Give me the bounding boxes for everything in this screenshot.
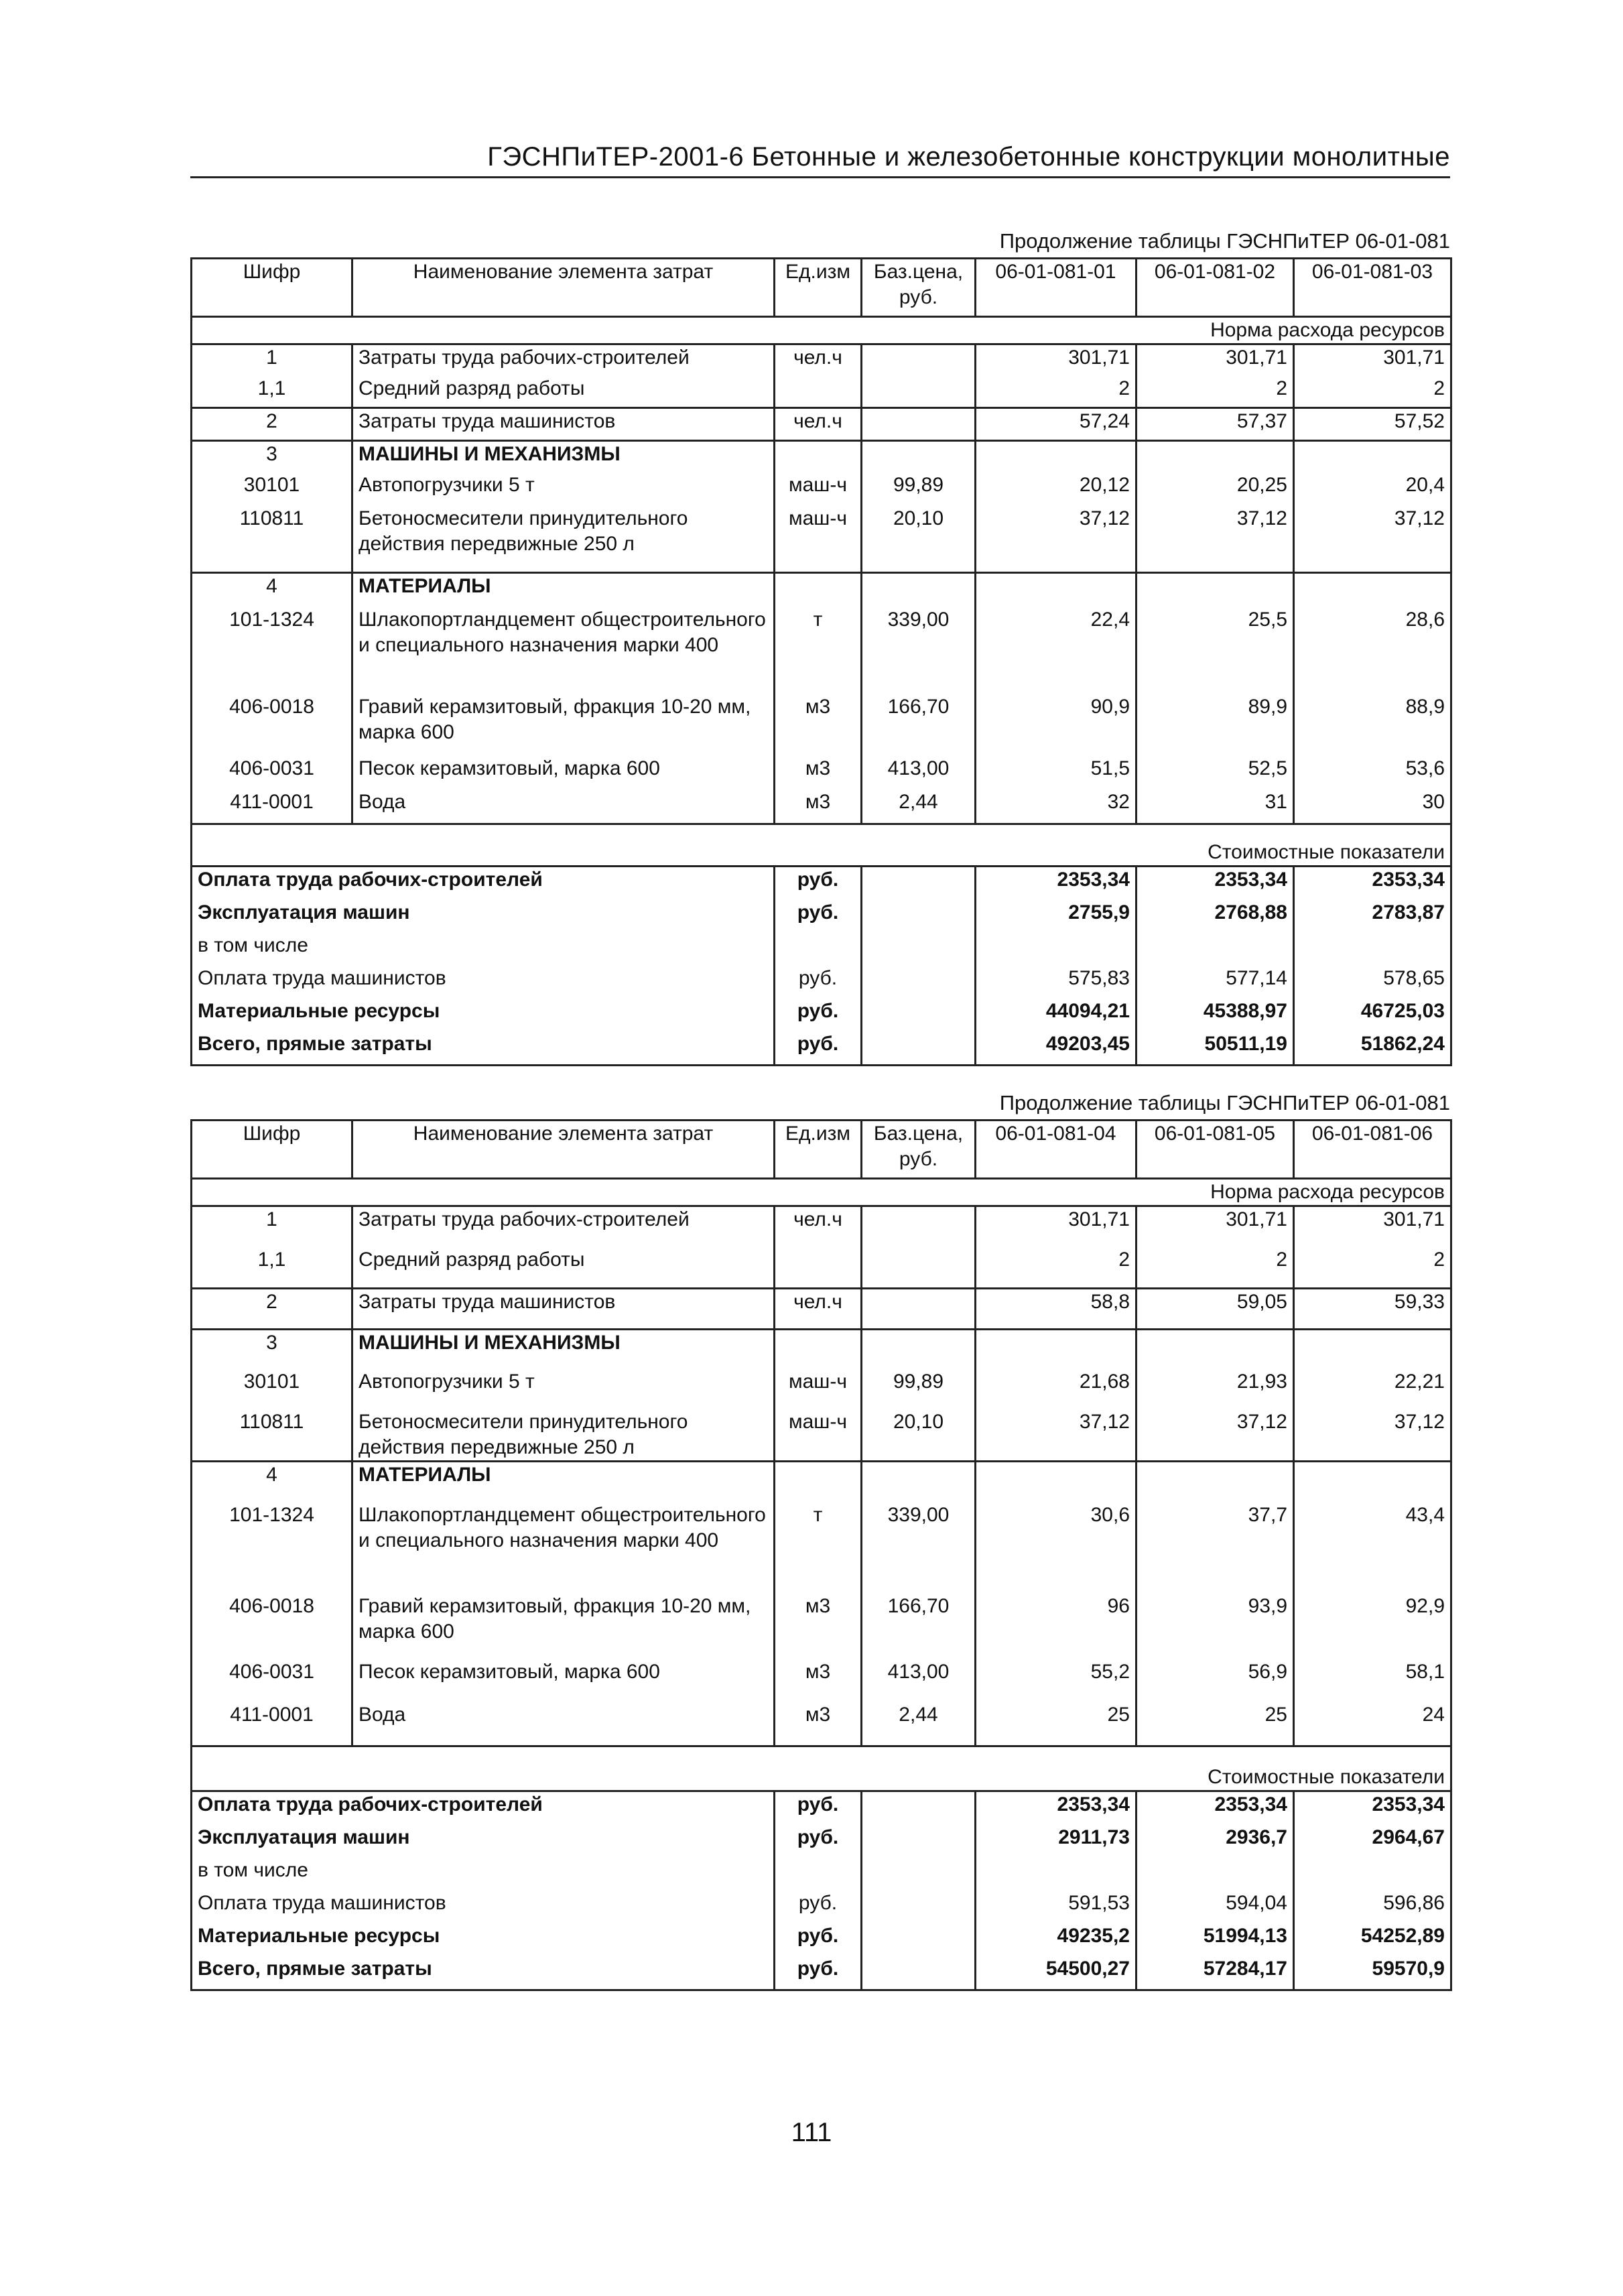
- row-unit: чел.ч: [775, 1206, 862, 1248]
- row-unit: чел.ч: [775, 344, 862, 377]
- cost-value-2: 594,04: [1137, 1891, 1294, 1923]
- cost-value-2: 2353,34: [1137, 1791, 1294, 1826]
- row-value-1: 32: [976, 789, 1137, 824]
- cost-row: [192, 867, 1451, 901]
- row-value-3: 37,12: [1294, 1409, 1451, 1462]
- row-value-2: 20,25: [1137, 472, 1294, 506]
- cost-name: в том числе: [192, 933, 775, 966]
- row-value-1: 301,71: [976, 1206, 1137, 1248]
- cost-name: Всего, прямые затраты: [192, 1956, 775, 1990]
- row-price: 99,89: [862, 472, 976, 506]
- row-unit: м3: [775, 1594, 862, 1659]
- row-value-1: [976, 573, 1137, 608]
- row-unit: [775, 1247, 862, 1289]
- cost-value-3: [1294, 1858, 1451, 1891]
- cost-name: в том числе: [192, 1858, 775, 1891]
- row-price: [862, 408, 976, 441]
- cost-unit: [775, 933, 862, 966]
- row-value-3: 57,52: [1294, 408, 1451, 441]
- cost-value-3: 2353,34: [1294, 867, 1451, 901]
- row-name: Песок керамзитовый, марка 600: [352, 756, 775, 789]
- cost-name: Материальные ресурсы: [192, 999, 775, 1031]
- row-value-3: 59,33: [1294, 1289, 1451, 1330]
- cost-value-3: 54252,89: [1294, 1923, 1451, 1956]
- cost-price-empty: [862, 900, 976, 933]
- cost-price-empty: [862, 1825, 976, 1858]
- cost-unit: руб.: [775, 966, 862, 999]
- row-name: МАТЕРИАЛЫ: [352, 573, 775, 608]
- row-name: Шлакопортландцемент общестроительного и специального назначения марки 400: [352, 1503, 775, 1594]
- row-code: 4: [192, 1462, 352, 1503]
- row-price: [862, 376, 976, 408]
- row-name: Автопогрузчики 5 т: [352, 1369, 775, 1409]
- row-value-1: 58,8: [976, 1289, 1137, 1330]
- norms-table-1: [190, 257, 1452, 1066]
- row-value-3: 92,9: [1294, 1594, 1451, 1659]
- cost-value-3: 46725,03: [1294, 999, 1451, 1031]
- norm-section-label: Норма расхода ресурсов: [192, 1179, 1451, 1206]
- row-name: Затраты труда машинистов: [352, 1289, 775, 1330]
- cost-price-empty: [862, 1791, 976, 1826]
- row-code: 1: [192, 1206, 352, 1248]
- cost-section-row: [192, 824, 1451, 867]
- row-code: 406-0018: [192, 694, 352, 756]
- row-code: 1,1: [192, 1247, 352, 1289]
- cost-price-empty: [862, 966, 976, 999]
- column-header-name: Наименование элемента затрат: [352, 259, 775, 317]
- row-unit: м3: [775, 789, 862, 824]
- cost-row: [192, 1791, 1451, 1826]
- row-unit: м3: [775, 1659, 862, 1702]
- cost-value-2: 45388,97: [1137, 999, 1294, 1031]
- cost-name: Оплата труда машинистов: [192, 1891, 775, 1923]
- cost-value-1: [976, 933, 1137, 966]
- cost-unit: [775, 1858, 862, 1891]
- row-name: Песок керамзитовый, марка 600: [352, 1659, 775, 1702]
- row-value-2: 2: [1137, 376, 1294, 408]
- column-header-name: Наименование элемента затрат: [352, 1121, 775, 1179]
- table-row: [192, 1462, 1451, 1503]
- cost-value-2: 50511,19: [1137, 1031, 1294, 1066]
- table-row: [192, 694, 1451, 756]
- table-row: [192, 408, 1451, 441]
- cost-value-1: 2911,73: [976, 1825, 1137, 1858]
- row-name: МАТЕРИАЛЫ: [352, 1462, 775, 1503]
- cost-value-1: 44094,21: [976, 999, 1137, 1031]
- cost-value-1: [976, 1858, 1137, 1891]
- cost-section-label: Стоимостные показатели: [192, 1746, 1451, 1791]
- row-price: [862, 1247, 976, 1289]
- norm-section-label: Норма расхода ресурсов: [192, 317, 1451, 344]
- row-value-2: 57,37: [1137, 408, 1294, 441]
- cost-name: Оплата труда машинистов: [192, 966, 775, 999]
- row-value-3: 53,6: [1294, 756, 1451, 789]
- row-unit: маш-ч: [775, 472, 862, 506]
- cost-price-empty: [862, 933, 976, 966]
- row-price: 2,44: [862, 789, 976, 824]
- row-name: Бетоносмесители принудительного действия передвижные 250 л: [352, 1409, 775, 1462]
- row-price: 413,00: [862, 1659, 976, 1702]
- column-header-code-3: 06-01-081-03: [1294, 259, 1451, 317]
- row-code: 30101: [192, 472, 352, 506]
- table-row: [192, 756, 1451, 789]
- cost-price-empty: [862, 1923, 976, 1956]
- cost-value-3: 59570,9: [1294, 1956, 1451, 1990]
- cost-value-3: 2353,34: [1294, 1791, 1451, 1826]
- cost-value-2: 57284,17: [1137, 1956, 1294, 1990]
- cost-row: [192, 1858, 1451, 1891]
- row-name: Шлакопортландцемент общестроительного и специального назначения марки 400: [352, 607, 775, 694]
- row-value-1: 51,5: [976, 756, 1137, 789]
- cost-unit: руб.: [775, 1825, 862, 1858]
- row-code: 406-0031: [192, 756, 352, 789]
- row-unit: м3: [775, 756, 862, 789]
- cost-value-1: 591,53: [976, 1891, 1137, 1923]
- table-row: [192, 1594, 1451, 1659]
- row-code: 3: [192, 441, 352, 473]
- row-price: 2,44: [862, 1702, 976, 1746]
- row-code: 1,1: [192, 376, 352, 408]
- row-code: 3: [192, 1330, 352, 1370]
- row-name: Средний разряд работы: [352, 1247, 775, 1289]
- row-unit: [775, 441, 862, 473]
- row-unit: [775, 376, 862, 408]
- table-row: [192, 441, 1451, 473]
- cost-row: [192, 900, 1451, 933]
- row-value-3: 2: [1294, 376, 1451, 408]
- cost-row: [192, 1825, 1451, 1858]
- row-value-3: 301,71: [1294, 1206, 1451, 1248]
- cost-value-2: 51994,13: [1137, 1923, 1294, 1956]
- row-code: 411-0001: [192, 789, 352, 824]
- cost-name: Оплата труда рабочих-строителей: [192, 867, 775, 901]
- cost-price-empty: [862, 999, 976, 1031]
- row-name: Автопогрузчики 5 т: [352, 472, 775, 506]
- row-unit: маш-ч: [775, 1369, 862, 1409]
- row-value-3: [1294, 573, 1451, 608]
- row-value-3: 2: [1294, 1247, 1451, 1289]
- row-value-1: 37,12: [976, 506, 1137, 573]
- row-value-3: [1294, 441, 1451, 473]
- row-unit: чел.ч: [775, 1289, 862, 1330]
- norm-section-row: [192, 1179, 1451, 1206]
- row-value-2: 25: [1137, 1702, 1294, 1746]
- cost-row: [192, 999, 1451, 1031]
- cost-row: [192, 1923, 1451, 1956]
- cost-value-1: 54500,27: [976, 1956, 1137, 1990]
- cost-value-2: [1137, 933, 1294, 966]
- row-value-2: 2: [1137, 1247, 1294, 1289]
- column-header-unit: Ед.изм: [775, 259, 862, 317]
- row-price: 166,70: [862, 1594, 976, 1659]
- table-row: [192, 376, 1451, 408]
- row-value-1: 37,12: [976, 1409, 1137, 1462]
- row-code: 406-0031: [192, 1659, 352, 1702]
- cost-unit: руб.: [775, 1923, 862, 1956]
- row-price: [862, 441, 976, 473]
- row-value-2: 52,5: [1137, 756, 1294, 789]
- cost-row: [192, 1891, 1451, 1923]
- row-value-3: 58,1: [1294, 1659, 1451, 1702]
- row-name: Вода: [352, 789, 775, 824]
- table-header-row: [192, 1121, 1451, 1179]
- row-code: 110811: [192, 1409, 352, 1462]
- row-value-3: 28,6: [1294, 607, 1451, 694]
- cost-unit: руб.: [775, 1956, 862, 1990]
- row-value-2: 59,05: [1137, 1289, 1294, 1330]
- row-name: Затраты труда рабочих-строителей: [352, 1206, 775, 1248]
- cost-value-3: 51862,24: [1294, 1031, 1451, 1066]
- cost-price-empty: [862, 1891, 976, 1923]
- row-name: Вода: [352, 1702, 775, 1746]
- row-unit: чел.ч: [775, 408, 862, 441]
- row-price: 413,00: [862, 756, 976, 789]
- row-unit: т: [775, 1503, 862, 1594]
- row-value-2: 31: [1137, 789, 1294, 824]
- table-row: [192, 1330, 1451, 1370]
- cost-row: [192, 1031, 1451, 1066]
- cost-unit: руб.: [775, 1031, 862, 1066]
- cost-name: Всего, прямые затраты: [192, 1031, 775, 1066]
- row-unit: [775, 1462, 862, 1503]
- row-value-3: 37,12: [1294, 506, 1451, 573]
- table-row: [192, 1289, 1451, 1330]
- column-header-code-2: 06-01-081-02: [1137, 259, 1294, 317]
- row-value-2: 301,71: [1137, 344, 1294, 377]
- row-value-1: [976, 1330, 1137, 1370]
- row-code: 1: [192, 344, 352, 377]
- cost-name: Материальные ресурсы: [192, 1923, 775, 1956]
- column-header-unit: Ед.изм: [775, 1121, 862, 1179]
- row-value-1: 30,6: [976, 1503, 1137, 1594]
- row-code: 4: [192, 573, 352, 608]
- column-header-code-1: 06-01-081-01: [976, 259, 1137, 317]
- row-value-1: 25: [976, 1702, 1137, 1746]
- table-row: [192, 344, 1451, 377]
- column-header-code-3: 06-01-081-06: [1294, 1121, 1451, 1179]
- row-value-3: 301,71: [1294, 344, 1451, 377]
- row-code: 110811: [192, 506, 352, 573]
- row-value-1: 96: [976, 1594, 1137, 1659]
- cost-value-1: 2353,34: [976, 1791, 1137, 1826]
- table-row: [192, 1247, 1451, 1289]
- cost-row: [192, 933, 1451, 966]
- row-unit: маш-ч: [775, 506, 862, 573]
- row-code: 101-1324: [192, 607, 352, 694]
- cost-value-1: 2755,9: [976, 900, 1137, 933]
- row-price: 99,89: [862, 1369, 976, 1409]
- cost-name: Оплата труда рабочих-строителей: [192, 1791, 775, 1826]
- row-price: [862, 1330, 976, 1370]
- table-row: [192, 1206, 1451, 1248]
- cost-value-1: 49203,45: [976, 1031, 1137, 1066]
- table-row: [192, 472, 1451, 506]
- row-value-1: 22,4: [976, 607, 1137, 694]
- row-code: 2: [192, 408, 352, 441]
- cost-unit: руб.: [775, 867, 862, 901]
- cost-unit: руб.: [775, 999, 862, 1031]
- row-price: [862, 573, 976, 608]
- table-row: [192, 506, 1451, 573]
- row-value-3: 24: [1294, 1702, 1451, 1746]
- cost-value-3: 2964,67: [1294, 1825, 1451, 1858]
- cost-name: Эксплуатация машин: [192, 900, 775, 933]
- row-value-2: 89,9: [1137, 694, 1294, 756]
- row-price: 166,70: [862, 694, 976, 756]
- page-header: ГЭСНПиТЕР-2001-6 Бетонные и железобетонные конструкции монолитные: [190, 142, 1450, 178]
- cost-value-3: 2783,87: [1294, 900, 1451, 933]
- cost-value-2: [1137, 1858, 1294, 1891]
- row-value-3: 43,4: [1294, 1503, 1451, 1594]
- norm-section-row: [192, 317, 1451, 344]
- row-name: МАШИНЫ И МЕХАНИЗМЫ: [352, 441, 775, 473]
- row-unit: [775, 1330, 862, 1370]
- column-header-price: Баз.цена, руб.: [862, 1121, 976, 1179]
- cost-name: Эксплуатация машин: [192, 1825, 775, 1858]
- column-header-code-1: 06-01-081-04: [976, 1121, 1137, 1179]
- cost-price-empty: [862, 1956, 976, 1990]
- row-value-3: 30: [1294, 789, 1451, 824]
- row-code: 101-1324: [192, 1503, 352, 1594]
- row-code: 411-0001: [192, 1702, 352, 1746]
- cost-value-3: [1294, 933, 1451, 966]
- cost-price-empty: [862, 1031, 976, 1066]
- cost-value-3: 578,65: [1294, 966, 1451, 999]
- row-value-3: [1294, 1330, 1451, 1370]
- cost-price-empty: [862, 1858, 976, 1891]
- row-value-2: 25,5: [1137, 607, 1294, 694]
- row-value-2: [1137, 573, 1294, 608]
- row-code: 30101: [192, 1369, 352, 1409]
- row-value-3: 88,9: [1294, 694, 1451, 756]
- row-name: Затраты труда машинистов: [352, 408, 775, 441]
- table-row: [192, 607, 1451, 694]
- row-price: 339,00: [862, 1503, 976, 1594]
- row-value-2: [1137, 1330, 1294, 1370]
- row-code: 406-0018: [192, 1594, 352, 1659]
- table-row: [192, 1409, 1451, 1462]
- page-number: 111: [791, 2118, 832, 2147]
- row-value-1: 57,24: [976, 408, 1137, 441]
- table-row: [192, 573, 1451, 608]
- row-name: МАШИНЫ И МЕХАНИЗМЫ: [352, 1330, 775, 1370]
- row-value-1: 2: [976, 1247, 1137, 1289]
- row-value-1: 55,2: [976, 1659, 1137, 1702]
- table-row: [192, 1503, 1451, 1594]
- table-row: [192, 1702, 1451, 1746]
- row-name: Затраты труда рабочих-строителей: [352, 344, 775, 377]
- cost-unit: руб.: [775, 900, 862, 933]
- column-header-code: Шифр: [192, 259, 352, 317]
- table-row: [192, 1659, 1451, 1702]
- table-row: [192, 1369, 1451, 1409]
- row-unit: маш-ч: [775, 1409, 862, 1462]
- cost-row: [192, 1956, 1451, 1990]
- row-name: Гравий керамзитовый, фракция 10-20 мм, марка 600: [352, 1594, 775, 1659]
- table-header-row: [192, 259, 1451, 317]
- row-value-1: 20,12: [976, 472, 1137, 506]
- row-price: [862, 1206, 976, 1248]
- row-code: 2: [192, 1289, 352, 1330]
- row-value-1: 301,71: [976, 344, 1137, 377]
- row-unit: [775, 573, 862, 608]
- cost-value-2: 2768,88: [1137, 900, 1294, 933]
- cost-value-1: 49235,2: [976, 1923, 1137, 1956]
- column-header-code: Шифр: [192, 1121, 352, 1179]
- row-value-1: 2: [976, 376, 1137, 408]
- cost-value-3: 596,86: [1294, 1891, 1451, 1923]
- row-value-1: [976, 441, 1137, 473]
- row-value-2: [1137, 1462, 1294, 1503]
- cost-value-2: 2936,7: [1137, 1825, 1294, 1858]
- table-continuation-caption: Продолжение таблицы ГЭСНПиТЕР 06-01-081: [999, 1091, 1450, 1114]
- table-continuation-caption: Продолжение таблицы ГЭСНПиТЕР 06-01-081: [999, 229, 1450, 253]
- row-value-2: 37,7: [1137, 1503, 1294, 1594]
- row-name: Гравий керамзитовый, фракция 10-20 мм, марка 600: [352, 694, 775, 756]
- row-unit: т: [775, 607, 862, 694]
- row-value-2: 93,9: [1137, 1594, 1294, 1659]
- row-value-2: 21,93: [1137, 1369, 1294, 1409]
- row-price: 20,10: [862, 1409, 976, 1462]
- cost-section-row: [192, 1746, 1451, 1791]
- cost-row: [192, 966, 1451, 999]
- row-price: [862, 1462, 976, 1503]
- row-name: Средний разряд работы: [352, 376, 775, 408]
- row-value-1: [976, 1462, 1137, 1503]
- cost-value-1: 575,83: [976, 966, 1137, 999]
- cost-value-1: 2353,34: [976, 867, 1137, 901]
- row-value-2: [1137, 441, 1294, 473]
- row-value-3: [1294, 1462, 1451, 1503]
- cost-value-2: 577,14: [1137, 966, 1294, 999]
- row-value-2: 56,9: [1137, 1659, 1294, 1702]
- cost-price-empty: [862, 867, 976, 901]
- row-value-2: 301,71: [1137, 1206, 1294, 1248]
- row-value-2: 37,12: [1137, 1409, 1294, 1462]
- row-price: [862, 1289, 976, 1330]
- norms-table-2: [190, 1119, 1452, 1991]
- row-value-3: 22,21: [1294, 1369, 1451, 1409]
- cost-unit: руб.: [775, 1791, 862, 1826]
- row-value-1: 90,9: [976, 694, 1137, 756]
- row-value-2: 37,12: [1137, 506, 1294, 573]
- row-unit: м3: [775, 694, 862, 756]
- row-name: Бетоносмесители принудительного действия передвижные 250 л: [352, 506, 775, 573]
- cost-value-2: 2353,34: [1137, 867, 1294, 901]
- cost-unit: руб.: [775, 1891, 862, 1923]
- cost-section-label: Стоимостные показатели: [192, 824, 1451, 867]
- column-header-price: Баз.цена, руб.: [862, 259, 976, 317]
- row-value-1: 21,68: [976, 1369, 1137, 1409]
- row-unit: м3: [775, 1702, 862, 1746]
- table-row: [192, 789, 1451, 824]
- row-price: 20,10: [862, 506, 976, 573]
- row-price: 339,00: [862, 607, 976, 694]
- row-value-3: 20,4: [1294, 472, 1451, 506]
- column-header-code-2: 06-01-081-05: [1137, 1121, 1294, 1179]
- row-price: [862, 344, 976, 377]
